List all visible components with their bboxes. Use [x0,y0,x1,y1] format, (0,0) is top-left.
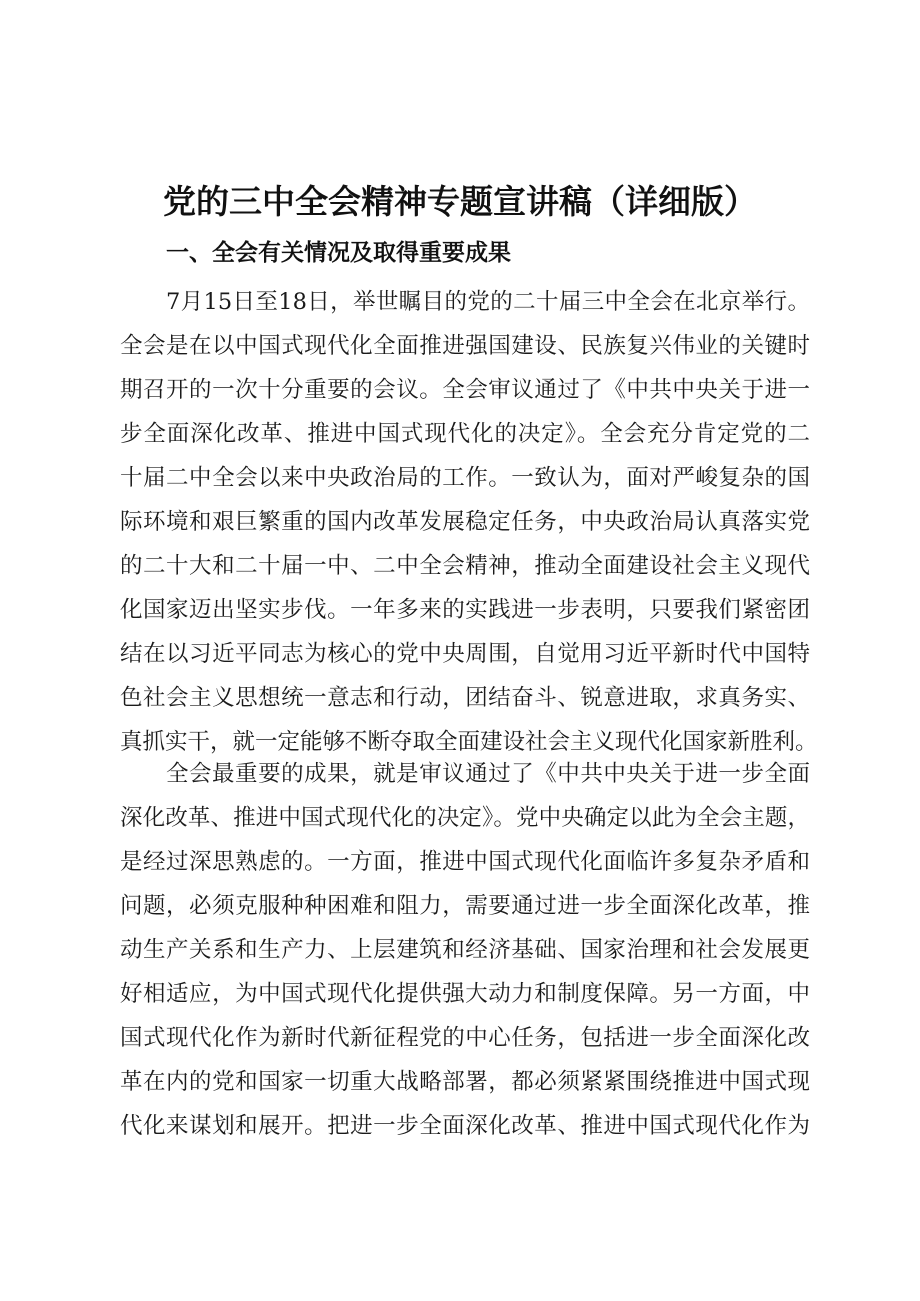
document-title: 党的三中全会精神专题宣讲稿（详细版） [163,182,757,221]
paragraph-line: 色社会主义思想统一意志和行动，团结奋斗、锐意进取，求真务实、 [120,685,810,711]
paragraph-line: 结在以习近平同志为核心的党中央周围，自觉用习近平新时代中国特 [120,641,810,667]
paragraph-line: 步全面深化改革、推进中国式现代化的决定》。全会充分肯定党的二 [120,421,810,447]
paragraph-line: 革在内的党和国家一切重大战略部署，都必须紧紧围绕推进中国式现 [120,1069,810,1095]
paragraph-line: 真抓实干，就一定能够不断夺取全面建设社会主义现代化国家新胜利。 [120,729,818,755]
paragraph-line: 的二十大和二十届一中、二中全会精神，推动全面建设社会主义现代 [120,553,810,579]
paragraph-line: 代化来谋划和展开。把进一步全面深化改革、推进中国式现代化作为 [120,1113,810,1139]
paragraph-line: 国式现代化作为新时代新征程党的中心任务，包括进一步全面深化改 [120,1025,810,1051]
paragraph-line: 动生产关系和生产力、上层建筑和经济基础、国家治理和社会发展更 [120,937,810,963]
paragraph-line: 7月15日至18日，举世瞩目的党的二十届三中全会在北京举行。 [166,289,810,315]
section-heading: 一、全会有关情况及取得重要成果 [166,240,511,266]
paragraph-1 [120,280,818,764]
paragraph-line: 深化改革、推进中国式现代化的决定》。党中央确定以此为全会主题， [120,805,810,831]
paragraph-line: 全会是在以中国式现代化全面推进强国建设、民族复兴伟业的关键时 [120,333,810,359]
paragraph-line: 好相适应，为中国式现代化提供强大动力和制度保障。另一方面，中 [120,981,810,1007]
paragraph-line: 际环境和艰巨繁重的国内改革发展稳定任务，中央政治局认真落实党 [120,509,810,535]
paragraph-2 [120,752,810,1148]
paragraph-line: 是经过深思熟虑的。一方面，推进中国式现代化面临许多复杂矛盾和 [120,849,810,875]
paragraph-line: 十届二中全会以来中央政治局的工作。一致认为，面对严峻复杂的国 [120,465,810,491]
paragraph-line: 问题，必须克服种种困难和阻力，需要通过进一步全面深化改革，推 [120,893,810,919]
paragraph-line: 期召开的一次十分重要的会议。全会审议通过了《中共中央关于进一 [120,377,810,403]
paragraph-line: 全会最重要的成果，就是审议通过了《中共中央关于进一步全面 [166,761,810,787]
paragraph-line: 化国家迈出坚实步伐。一年多来的实践进一步表明，只要我们紧密团 [120,597,810,623]
